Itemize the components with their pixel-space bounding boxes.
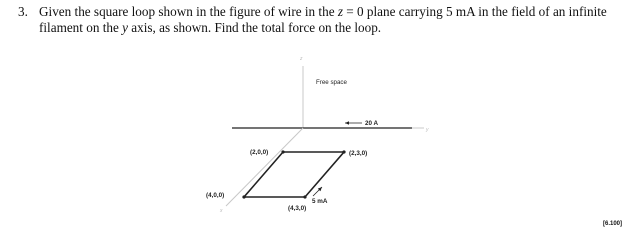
filament-current-label: 20 A xyxy=(365,120,379,127)
problem-number: 3. xyxy=(18,4,28,19)
corner-4-0-0-dot xyxy=(242,195,245,198)
x-axis-label: x xyxy=(220,208,223,214)
corner-4-0-0-label: (4,0,0) xyxy=(206,192,225,199)
problem-text-line-1: Given the square loop shown in the figure of wire in the z = 0 plane carrying 5 mA in the field of an infinite xyxy=(39,4,607,19)
variable-z: z xyxy=(337,4,343,19)
corner-2-0-0-dot xyxy=(281,150,284,153)
problem-text-line-2: filament on the y axis, as shown. Find the total force on the loop. xyxy=(39,20,382,35)
corner-2-3-0-dot xyxy=(342,150,345,153)
page-corner-marker: [6.100] xyxy=(603,221,623,227)
corner-4-3-0-label: (4,3,0) xyxy=(288,205,307,212)
corner-2-0-0-label: (2,0,0) xyxy=(250,149,269,156)
square-loop xyxy=(244,152,344,197)
x-axis xyxy=(226,128,303,206)
y-axis-label: y xyxy=(426,127,429,133)
corner-2-3-0-label: (2,3,0) xyxy=(349,150,368,157)
variable-y: y xyxy=(122,20,128,35)
filament-arrowhead-icon xyxy=(345,121,349,125)
z-axis-label: z xyxy=(300,56,303,62)
corner-4-3-0-dot xyxy=(303,195,306,198)
loop-current-label: 5 mA xyxy=(312,198,328,205)
free-space-label: Free space xyxy=(316,79,347,86)
